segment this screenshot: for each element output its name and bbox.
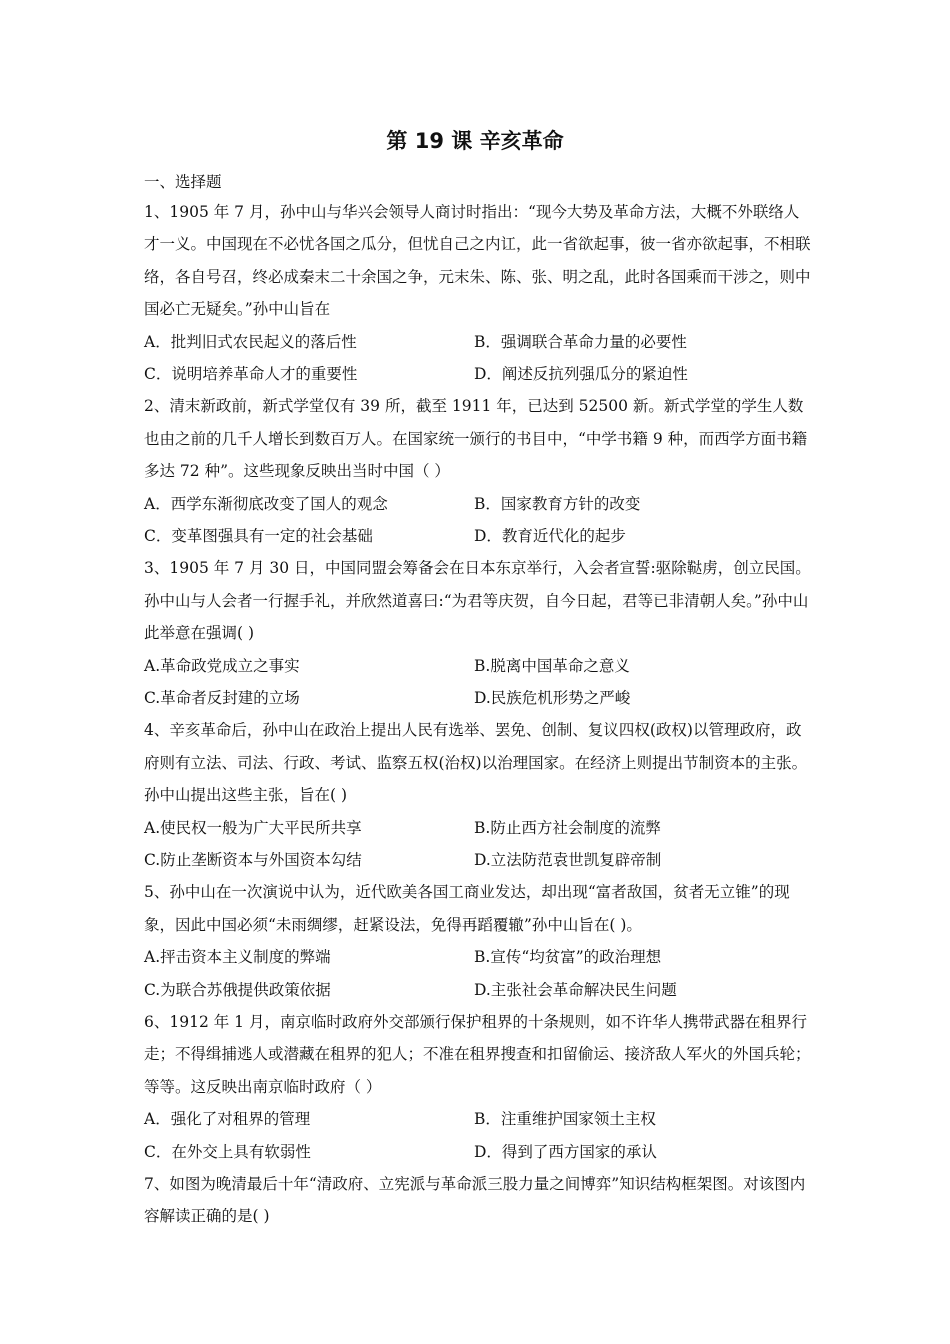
option-c: C.为联合苏俄提供政策依据 [144, 980, 331, 999]
question-6 [144, 1006, 814, 1168]
option-b: B．注重维护国家领土主权 [474, 1110, 656, 1129]
question-3 [144, 552, 814, 714]
option-a: A.抨击资本主义制度的弊端 [144, 948, 331, 967]
question-7 [144, 1168, 814, 1233]
option-b: B.宣传“均贫富”的政治理想 [474, 948, 662, 967]
option-list [144, 650, 814, 715]
option-a: A．强化了对租界的管理 [144, 1110, 311, 1129]
question-stem: 1、1905 年 7 月，孙中山与华兴会领导人商讨时指出：“现今大势及革命方法，大概不外联络人才一义。中国现在不必忧各国之瓜分，但忧自己之内讧，此一省欲起事，彼一省亦欲起事，不相联络，各自号召，终必成秦末二十余国之争，元末朱、陈、张、明之乱，此时各国乘而干涉之，则中国必亡无疑矣。”孙中山旨在 [144, 203, 811, 319]
page-title: 第 19 课 辛亥革命 [386, 129, 564, 153]
option-a: A.革命政党成立之事实 [144, 656, 300, 675]
option-list [144, 812, 814, 877]
option-b: B．强调联合革命力量的必要性 [474, 332, 687, 351]
option-a: A.使民权一般为广大平民所共享 [144, 818, 362, 837]
option-b: B．国家教育方针的改变 [474, 494, 641, 513]
option-d: D．得到了西方国家的承认 [474, 1142, 657, 1161]
question-stem: 5、孙中山在一次演说中认为，近代欧美各国工商业发达，却出现“富者敌国，贫者无立锥”的现象，因此中国必须“未雨绸缪，赶紧设法，免得再蹈覆辙”孙中山旨在( )。 [144, 883, 790, 934]
option-d: D．阐述反抗列强瓜分的紧迫性 [474, 365, 688, 384]
section-heading: 一、选择题 [144, 173, 222, 191]
option-c: C．在外交上具有软弱性 [144, 1142, 311, 1161]
option-d: D.主张社会革命解决民生问题 [474, 980, 677, 999]
option-list [144, 941, 814, 1006]
question-stem: 3、1905 年 7 月 30 日，中国同盟会筹备会在日本东京举行，入会者宣誓:驱除鞑虏，创立民国。孙中山与人会者一行握手礼，并欣然道喜曰:“为君等庆贺，自今日起，君等已非清朝人矣。”孙中山此举意在强调( ) [144, 559, 811, 643]
option-b: B.防止西方社会制度的流弊 [474, 818, 661, 837]
option-c: C.革命者反封建的立场 [144, 689, 300, 708]
question-stem: 6、1912 年 1 月，南京临时政府外交部颁行保护租界的十条规则，如不许华人携带武器在租界行走；不得缉捕逃人或潜藏在租界的犯人；不准在租界搜查和扣留偷运、接济敌人军火的外国兵轮；等等。这反映出南京临时政府（ ） [144, 1013, 811, 1096]
question-5 [144, 876, 814, 1006]
question-stem: 7、如图为晚清最后十年“清政府、立宪派与革命派三股力量之间博弈”知识结构框架图。对该图内容解读正确的是( ) [144, 1175, 806, 1226]
question-4 [144, 714, 814, 876]
question-2 [144, 390, 814, 552]
question-list [144, 168, 814, 1233]
option-d: D.立法防范袁世凯复辟帝制 [474, 851, 662, 870]
option-d: D．教育近代化的起步 [474, 527, 626, 546]
question-stem: 2、清末新政前，新式学堂仅有 39 所，截至 1911 年，已达到 52500 新。新式学堂的学生人数也由之前的几千人增长到数百万人。在国家统一颁行的书目中，“中学书籍 9 种，而西学方面书籍多达 72 种”。这些现象反映出当时中国（ ） [144, 397, 808, 481]
option-list [144, 326, 814, 391]
option-d: D.民族危机形势之严峻 [474, 689, 631, 708]
question-stem: 4、辛亥革命后，孙中山在政治上提出人民有选举、罢免、创制、复议四权(政权)以管理政府，政府则有立法、司法、行政、考试、监察五权(治权)以治理国家。在经济上则提出节制资本的主张。孙中山提出这些主张，旨在( ) [144, 721, 808, 805]
option-a: A．批判旧式农民起义的落后性 [144, 332, 357, 351]
option-a: A．西学东渐彻底改变了国人的观念 [144, 494, 388, 513]
option-list [144, 488, 814, 553]
option-c: C．变革图强具有一定的社会基础 [144, 527, 373, 546]
option-c: C．说明培养革命人才的重要性 [144, 365, 358, 384]
option-c: C.防止垄断资本与外国资本勾结 [144, 851, 362, 870]
option-list [144, 1103, 814, 1168]
question-1 [144, 196, 814, 390]
option-b: B.脱离中国革命之意义 [474, 656, 630, 675]
